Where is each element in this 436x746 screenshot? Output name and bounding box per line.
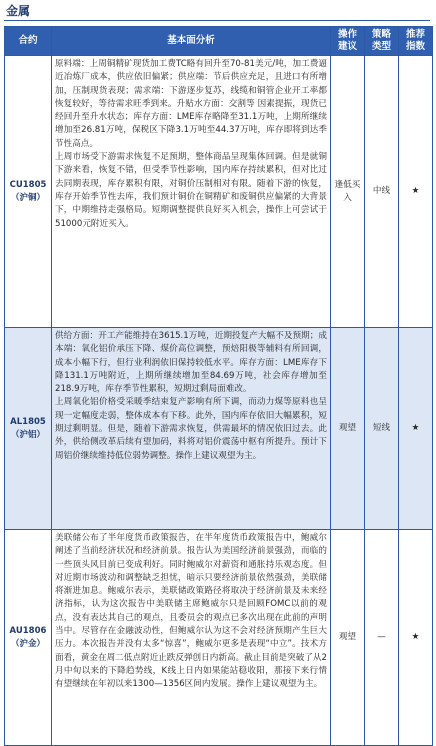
header-rating [399,27,433,56]
rating-star: ★ [399,56,433,328]
header-strategy-line2: 类型 [371,41,391,52]
header-suggest [331,27,365,56]
contract-code: AL1805 [10,416,46,427]
strategy-cell: 短线 [365,328,399,530]
rating-star: ★ [399,530,433,746]
header-rating-line2: 指数 [405,41,425,52]
contract-name: （沪金） [10,638,45,649]
contract-code: AU1806 [9,625,47,636]
contract-cell [5,56,52,328]
table-header-row [5,27,433,56]
header-rating-line1: 推荐 [405,29,425,40]
suggest-cell: 观望 [331,530,365,746]
suggest-cell: 观望 [331,328,365,530]
contract-name: （沪铜） [10,192,45,203]
contract-cell [5,328,52,530]
strategy-cell: 中线 [365,56,399,328]
header-suggest-line2: 建议 [337,41,357,52]
header-strategy-line1: 策略 [371,29,391,40]
contract-code: CU1805 [9,179,47,190]
section-title: 金属 [6,4,31,18]
header-analysis: 基本面分析 [52,27,331,56]
suggest-cell: 逢低买入 [331,56,365,328]
analysis-cell [52,328,331,530]
header-strategy [365,27,399,56]
analysis-paragraph: 美联储公布了半年度货币政策报告，在半年度货币政策报告中，鲍威尔阐述了当前经济状况和经济前景。报告认为美国经济前景强劲，而临的一些顶头风目前已变成利好。同时鲍威尔对薪资和通胀持乐观态度。但对近期市场波动和调整缺乏担忧，暗示只要经济前景依然强劲，美联储将渐进加息。鲍威尔表示，美联储政策路径将取决于经济前景及未来经济指标，认为这次报告中美联储主席鲍威尔只是回顾FOMC以前的观点，没有表达其自己的观点，且委员会的观点已多次出现在此前的声明当中。尽管存在金融波动性，但鲍威尔认为这不会对经济预期产生巨大压力。本次报告并没有太多“惊喜”，鲍威尔更多是表现“中立”。技术方面看，黄金在周二低点附近止跌反弹创日内新高。截止目前是突破了从2月中旬以来的下降趋势线，K线上日内如果能站稳收阳，那接下来行情有望继续在年初以来1300—1356区间内发展。操作上建议观望为主。 [55,533,327,690]
contract-name: （沪铝） [10,429,45,440]
strategy-cell: — [365,530,399,746]
table-row-au [5,530,433,746]
rating-star: ★ [399,328,433,530]
fundamental-analysis-table [4,26,433,746]
section-divider [4,20,430,21]
analysis-paragraph: 原料端：上周铜精矿现货加工费TC略有回升至70-81美元/吨，加工费逼近冶炼厂成本，供应依旧偏紧；供应端：节后供应充足，且进口有所增加，压制现货表现；需求端：下游逐步复苏，线缆和铜管企业开工率都恢复较好，等待需求旺季到来。升贴水方面：交割等 因素提振，现货已经回升至升水状态；库存方面：LME库存略降至31.1万吨，上期所继续增加至26.81万吨，保税区下降3.1万吨至44.37万吨，库存即将到达季节性高点。 [55,59,327,149]
contract-cell [5,530,52,746]
analysis-paragraph: 上周氧化铝价格受采暖季结束复产影响有所下调，而动力煤等原料也呈现一定幅度走弱，整体成本有下移。此外，国内库存依旧大幅累积，短期过剩明显。但是，随着下游需求恢复，供需最坏的情况依旧过去。此外，供给侧改革后续有望加码，料将对铝价震荡中枢有所提升。预计下周铝价继续维持低位弱势调整。操作上建议观望为主。 [55,397,327,461]
analysis-paragraph: 供给方面：开工产能维持在3615.1万吨，近期投复产大幅不及预期；成本端：氧化铝价承压下降、煤价高位调整，预焙阳极等辅料有所回调，成本小幅下行，但行业利润依旧保持较低水平。库存方面：LME库存下降131.1万吨附近，上期所继续增加至84.69万吨，社会库存增加至218.9万吨，库存季节性累积，短期过剩局面难改。 [55,331,327,395]
analysis-cell [52,530,331,746]
table-row-al [5,328,433,530]
analysis-paragraph: 上周市场受下游需求恢复不足预期，整体商品呈现集体回调。但是就铜下游来看，恢复不错，但受季节性影响，国内库存持续累积，但对比过去同期表现，库存累积有限，对铜价压制相对有限。随着下游的恢复，库存开始季节性去库，我们预计铜价在铜精矿和废铜供应偏紧的大背景下，中期维持走强格局。短期调整提供良好买入机会，操作上可尝试于51000元附近买入。 [55,152,327,229]
header-contract: 合约 [5,27,52,56]
header-suggest-line1: 操作 [337,29,357,40]
table-row-cu [5,56,433,328]
analysis-cell [52,56,331,328]
